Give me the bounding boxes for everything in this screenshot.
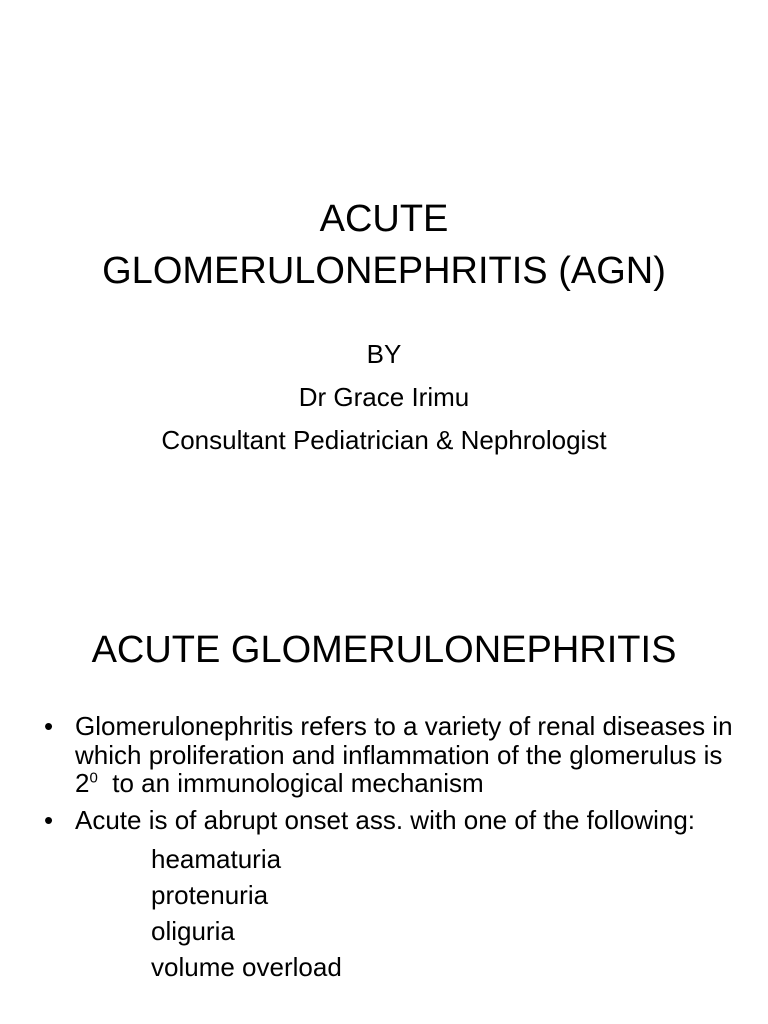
superscript-degree: 0 — [89, 769, 98, 787]
bullet-marker: • — [44, 711, 54, 741]
by-label: BY — [366, 339, 402, 369]
title-line-2: GLOMERULONEPHRITIS (AGN) — [102, 250, 666, 292]
symptom-item: volume overload — [151, 952, 342, 982]
bullet-marker: • — [44, 804, 54, 835]
bullet-list — [44, 712, 744, 993]
bullet-definition — [44, 712, 744, 798]
author-block — [0, 333, 768, 462]
author-role: Consultant Pediatrician & Nephrologist — [161, 425, 607, 455]
symptom-list — [151, 841, 744, 985]
bullet-text: Acute is of abrupt onset ass. with one of the following: — [75, 804, 696, 835]
symptom-item: oliguria — [151, 916, 235, 946]
content-slide — [0, 576, 768, 1024]
bullet-text-part1: Glomerulonephritis refers to a variety of renal diseases in which proliferation and inflammation of the glomerulus is 2 — [75, 711, 733, 798]
title-line-1: ACUTE — [319, 198, 449, 240]
symptom-item: protenuria — [151, 880, 269, 910]
symptom-item: heamaturia — [151, 844, 282, 874]
slide-title: ACUTE GLOMERULONEPHRITIS — [91, 629, 677, 671]
bullet-text-part2: to an immunological mechanism — [97, 768, 484, 798]
author-name: Dr Grace Irimu — [298, 382, 470, 412]
presentation-title — [0, 193, 768, 297]
bullet-acute — [44, 806, 744, 986]
